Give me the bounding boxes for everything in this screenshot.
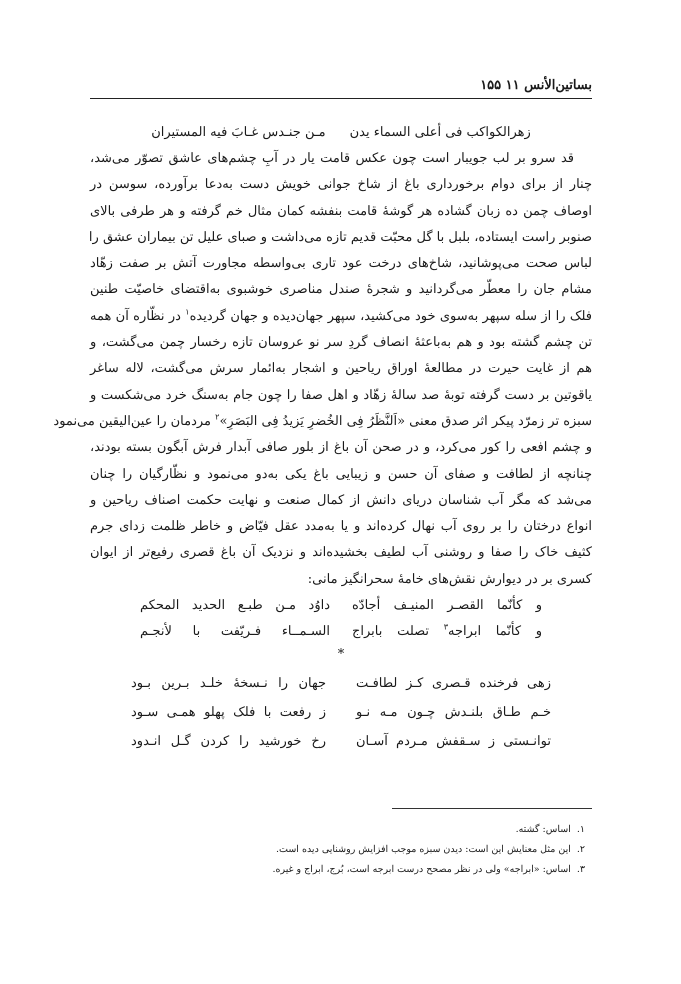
verse-hemistich-left: رخ خورشید را کردن گـل انـدود bbox=[131, 734, 326, 750]
paragraph-line: اوصاف چمن ده زبان گشاده هر گوشهٔ قامت بنفشه کمان مثال خم گرفته و هر طرفی بالای bbox=[90, 203, 592, 219]
persian-verses bbox=[90, 669, 592, 756]
footnote-number: ۲. bbox=[576, 844, 585, 855]
verse-hemistich-left: السـمــاء فـریّفت با لأنجـم bbox=[140, 624, 330, 640]
paragraph-line: کسری بر در دیوارش نقش‌های خامهٔ سحرانگیز مانی: bbox=[307, 571, 592, 587]
paragraph-line: لباس صحت می‌پوشانید، شاخ‌های درخت عود تاری بی‌واسطه مجاورت آتش بر صفت زهّاد bbox=[90, 256, 592, 272]
paragraph-line: قد سرو بر لب جویبار است چون عکس قامت یار در آبِ چشم‌های عاشق تصوّر می‌شد، bbox=[90, 151, 574, 166]
arabic-verse bbox=[90, 619, 592, 645]
footnote-item bbox=[90, 840, 585, 860]
persian-verse bbox=[90, 727, 592, 756]
verse-hemistich-right: و کأنّما ابراجه$^۳$ تصلت بابراج bbox=[352, 622, 542, 640]
paragraph-line: مشام جان را معطّر می‌گردانید و شجرهٔ صندل مناصری خوشبوی به‌اقتضای خاصیّت طنین bbox=[90, 282, 592, 298]
main-paragraph bbox=[53, 146, 592, 593]
verse-hemistich-right: توانـستی ز سـقفش مـردم آسـان bbox=[356, 734, 551, 750]
footnote-item bbox=[90, 860, 585, 880]
footnotes bbox=[90, 820, 585, 880]
arabic-heading-verse bbox=[90, 120, 592, 146]
footnote-mark-3: ۳ bbox=[443, 622, 449, 632]
running-header bbox=[90, 76, 592, 99]
footnote-divider bbox=[392, 808, 592, 809]
arabic-heading-right: زهرالکواکب فی أعلی السماء یدن bbox=[349, 125, 531, 140]
paragraph-line: سبزه تر زمرّد پیکر اثر صدق معنی «اَلنَّظَرُ فِی الخُضرِ یَزیدُ فِی البَصَرِ»$^۲$ مردمان را عین‌الیقین می‌نمود bbox=[53, 412, 592, 429]
footnote-text: اساس: «ابراجه» ولی در نظر مصحح درست ابرجه است، بُرج، ابراج و غیره. bbox=[272, 864, 571, 875]
footnote-text: اساس: گشته. bbox=[515, 824, 571, 835]
footnote-text: این مثل معنایش این است: دیدن سبزه موجب افزایش روشنایی دیده است. bbox=[276, 844, 571, 855]
verse-hemistich-right: خـم طـاق بلنـدش چـون مـه نـو bbox=[356, 705, 551, 721]
footnote-number: ۱. bbox=[576, 824, 585, 835]
verse-hemistich-left: جهان را نـسخهٔ خلـد بـرین بـود bbox=[131, 676, 326, 692]
arabic-verse bbox=[90, 593, 592, 619]
paragraph-line: چنار از برای دوام برخورداری باغ از شاخ جوانی خویش دست به‌دعا برآورده، سوسن در bbox=[90, 177, 592, 193]
arabic-verses bbox=[90, 593, 592, 665]
verse-hemistich-left: ز رفعت با فلک پهلو همـی سـود bbox=[131, 705, 326, 721]
body-text bbox=[53, 120, 592, 756]
paragraph-line: فلک را از سله سپهر به‌سوی خود می‌کشید، سپهر جهان‌دیده و جهان گردیده$^۱$ در نظّاره آن همه bbox=[90, 307, 592, 324]
paragraph-line: یاقوتین بر دست گرفته توبهٔ صد سالهٔ زهّاد و اهل صفا را چون جام به‌سنگ خرد می‌شکست و bbox=[90, 387, 592, 403]
header-title: بساتین‌الأنس ۱۱ ۱۵۵ bbox=[480, 78, 592, 93]
verse-hemistich-right: زهی فرخنده قـصری کـز لطافـت bbox=[356, 676, 551, 692]
section-separator: * bbox=[337, 647, 345, 663]
paragraph-line: صنوبر راست ایستاده، بلبل با گل محبّت قدیم تازه می‌داشت و صبای علیل تن بیماران عشق را bbox=[88, 229, 592, 245]
footnote-mark-2: ۲ bbox=[215, 412, 220, 422]
persian-verse bbox=[90, 669, 592, 698]
persian-verse bbox=[90, 698, 592, 727]
paragraph-line: کثیف خاک را صفا و روشنی آب لطیف بخشیده‌اند و نزدیک آن باغ قصری رفیع‌تر از ایوان bbox=[90, 545, 592, 561]
arabic-heading-left: مـن جنـدس غـابَ فیه المستیران bbox=[151, 125, 326, 140]
paragraph-line: و چشم افعی را کور می‌کرد، و در صحن آن باغ از بلور صافی آبدار فرش آبگون بسته بودند، bbox=[90, 440, 592, 456]
footnote-number: ۳. bbox=[576, 864, 585, 875]
paragraph-line: انواع درختان را بر روی آب نهال کرده‌اند و یا به‌مدد عقل فیّاض و خاطر ظلمت زدای جرم bbox=[90, 519, 592, 535]
paragraph-line: هم از غایت حیرت در مطالعهٔ اوراق ریاحین و اشجار به‌ائمار سرش می‌گشت، لاله ساغر bbox=[90, 361, 592, 377]
paragraph-line: می‌شد که مگر آب شناسان دریای دانش از کمال صنعت و نهایت حکمت اصناف ریاحین و bbox=[90, 492, 592, 508]
paragraph-line: تن چشم گشته بود و هم به‌باعثهٔ انصاف گردِ سر نو عروسان تازه رخسار چمن می‌گشت، و bbox=[90, 335, 592, 351]
footnote-mark-1: ۱ bbox=[185, 307, 190, 317]
footnote-item bbox=[90, 820, 585, 840]
verse-hemistich-right: و کأنّما القصـر المنیـف أجادّه bbox=[352, 598, 542, 614]
verse-hemistich-left: داوُد مـن طبـع الحدید المحکم bbox=[140, 598, 330, 614]
paragraph-line: چنانچه از لطافت و صفای آن حسن و زیبایی باغ یکی به‌دو می‌نمود و نظّارگیان را چنان bbox=[90, 466, 592, 482]
